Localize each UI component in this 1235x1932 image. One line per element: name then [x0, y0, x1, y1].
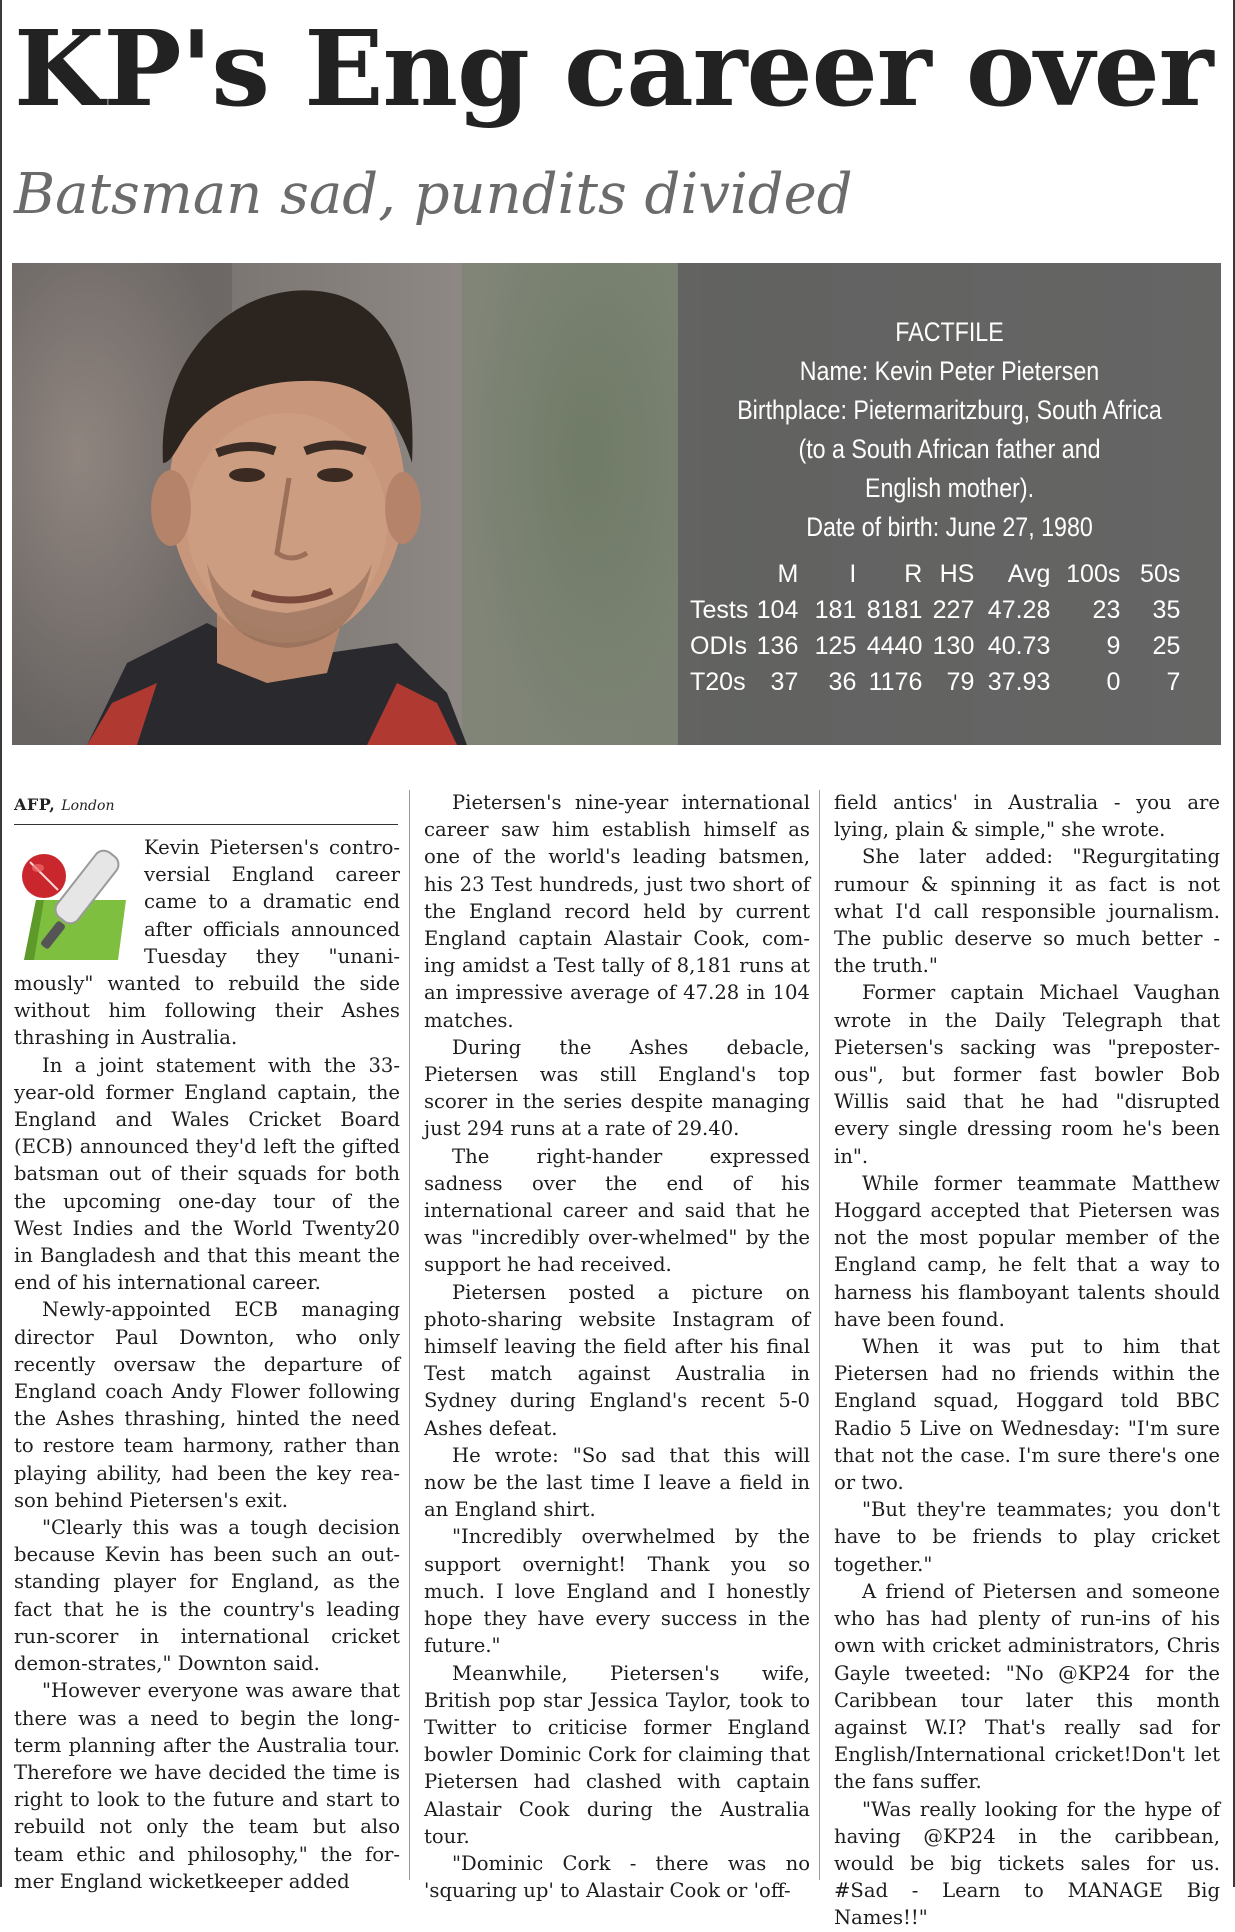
article-paragraph: Pietersen's nine-year international career saw him establish himself as one of the world's leading batsmen, his 23 Test hundreds, just two short of the England record held by current England captain Alastair Cook, com-ing amidst a Test tally of 8,181 runs at an impressive average of 47.28 in 104 matches. — [424, 791, 810, 1032]
article-column-2 — [424, 789, 810, 1904]
stats-cell: 35 — [1152, 595, 1181, 624]
article-paragraph: "Dominic Cork - there was no 'squaring up' to Alastair Cook or 'off- — [424, 1851, 810, 1903]
article-paragraph: "However everyone was aware that there was a need to begin the long-term planning after the Australia tour. Therefore we have decided the time is right to look to the future and start to rebuild not only the team but also team ethic and philosophy," the for-mer England wicketkeeper added — [14, 1679, 400, 1893]
stats-cell: 36 — [828, 667, 857, 696]
stats-cell: 181 — [814, 595, 857, 624]
article-paragraph: "Clearly this was a tough decision because Kevin has been such an out-standing player for England, as the fact that he is the country's leading run-scorer in international cricket demon-strates," Downton said. — [14, 1516, 400, 1676]
byline — [14, 795, 114, 814]
stats-header-cell: Avg — [1007, 559, 1051, 588]
article-paragraph: field antics' in Australia - you are lying, plain & simple," she wrote. — [834, 791, 1220, 842]
stats-cell: 0 — [1106, 667, 1121, 696]
stats-row-odis — [690, 628, 1180, 664]
article-paragraph: Former captain Michael Vaughan wrote in the Daily Telegraph that Pietersen's sacking was "preposter-ous", but former fast bowler Bob Willis said that he had "disrupted every single dressing room he's been in". — [834, 981, 1220, 1168]
stats-header-cell: M — [777, 559, 799, 588]
stats-cell: 79 — [946, 667, 975, 696]
article-paragraph: "Was really looking for the hype of having @KP24 in the caribbean, would be big tickets sales for us. #Sad - Learn to MANAGE Big Names!!" — [834, 1797, 1220, 1930]
factfile-name: Name: Kevin Peter Pietersen — [799, 356, 1100, 386]
article-paragraph: During the Ashes debacle, Pietersen was still England's top scorer in the series despite managing just 294 runs at a rate of 29.40. — [424, 1035, 810, 1141]
stats-cell: T20s — [690, 667, 746, 696]
cricket-ball-bat-icon — [14, 838, 132, 966]
stats-header-cell: R — [904, 559, 923, 588]
stats-cell: 25 — [1152, 631, 1181, 660]
column-divider — [819, 790, 820, 1880]
stats-row-t20s — [690, 664, 1180, 700]
article-paragraph: "But they're teammates; you don't have to be friends to play cricket together." — [834, 1498, 1220, 1576]
page-border-left — [0, 0, 2, 1887]
stats-cell: 47.28 — [987, 595, 1051, 624]
stats-cell: 4440 — [866, 631, 923, 660]
article-paragraph: Pietersen posted a picture on photo-sharing website Instagram of himself leaving the field after his final Test match against Australia in Sydney during England's recent 5-0 Ashes defeat. — [424, 1280, 810, 1440]
article-paragraph: Newly-appointed ECB managing director Paul Downton, who only recently oversaw the departure of England coach Andy Flower following the Ashes thrashing, hinted the need to restore team harmony, rather than playing ability, had been the key rea-son behind Pietersen's exit. — [14, 1298, 400, 1512]
headline: KP's Eng career over — [14, 7, 1213, 130]
article-column-1 — [14, 834, 400, 1895]
article-paragraph: A friend of Pietersen and someone who has had plenty of run-ins of his own with cricket administrators, Chris Gayle tweeted: "No @KP24 for the Caribbean tour later this month against W.I? That's really sad for English/International cricket!Don't let the fans suffer. — [834, 1579, 1220, 1794]
stats-cell: 37.93 — [987, 667, 1051, 696]
stats-cell: 37 — [770, 667, 799, 696]
player-portrait — [67, 263, 487, 745]
stats-header-cell — [690, 556, 748, 592]
photo-background-blur — [462, 263, 702, 745]
article-paragraph: The right-hander expressed sadness over the end of his international career and said that he was "incredibly over-whelmed" by the support he had received. — [424, 1144, 810, 1277]
stats-cell: 136 — [756, 631, 799, 660]
subheadline: Batsman sad, pundits divided — [14, 162, 853, 227]
factfile-parentage: (to a South African father and — [798, 434, 1101, 464]
byline-rule — [14, 824, 398, 825]
factfile-parentage-cont: English mother). — [864, 473, 1035, 503]
career-stats-table — [690, 556, 1180, 700]
byline-city: London — [61, 798, 115, 814]
article-paragraph: "Incredibly overwhelmed by the support overnight! Thank you so much. I love England and I honestly hope they have every success in the future." — [424, 1525, 810, 1658]
stats-cell: 1176 — [868, 667, 923, 696]
article-paragraph: Meanwhile, Pietersen's wife, British pop star Jessica Taylor, took to Twitter to criticise former England bowler Dominic Cork for claiming that Pietersen had clashed with captain Alastair Cook during the Australia tour. — [424, 1661, 810, 1848]
stats-header-cell: 50s — [1140, 559, 1181, 588]
article-paragraph: Kevin Pietersen's contro-versial England career came to a dramatic end after officials announced Tuesday they "unani-mously" wanted to rebuild the side without him following their Ashes thrashing in Australia. — [14, 836, 400, 1050]
stats-header-cell: 100s — [1066, 559, 1121, 588]
article-paragraph: When it was put to him that Pietersen had no friends within the England squad, Hoggard told BBC Radio 5 Live on Wednesday: "I'm sure that not the case. I'm sure there's one or two. — [834, 1335, 1220, 1495]
factfile-title: FACTFILE — [895, 317, 1004, 347]
stats-header-row — [690, 556, 1180, 592]
factfile-dob: Date of birth: June 27, 1980 — [806, 512, 1093, 542]
article-paragraph: He wrote: "So sad that this will now be the last time I leave a field in an England shirt. — [424, 1443, 810, 1522]
stats-header-cell: I — [849, 559, 857, 588]
article-column-3 — [834, 789, 1220, 1932]
stats-cell: 7 — [1166, 667, 1181, 696]
stats-header-cell: HS — [939, 559, 975, 588]
article-paragraph: In a joint statement with the 33-year-old former England captain, the England and Wales Cricket Board (ECB) announced they'd left the gifted batsman out of their squads for both the upcoming one-day tour of the West Indies and the World Twenty20 in Bangladesh and that this meant the end of his international career. — [14, 1053, 400, 1295]
stats-cell: 9 — [1106, 631, 1121, 660]
stats-cell: 125 — [814, 631, 857, 660]
stats-cell: 23 — [1092, 595, 1121, 624]
stats-cell: ODIs — [690, 631, 747, 660]
stats-cell: 8181 — [866, 595, 923, 624]
stats-row-tests — [690, 592, 1180, 628]
stats-cell: Tests — [690, 595, 749, 624]
factfile-birthplace: Birthplace: Pietermaritzburg, South Africa — [737, 395, 1162, 425]
column-divider — [409, 790, 410, 1880]
stats-cell: 227 — [932, 595, 975, 624]
article-paragraph: While former teammate Matthew Hoggard accepted that Pietersen was not the most popular member of the England camp, he felt that a way to harness his flamboyant talents should have been found. — [834, 1171, 1220, 1331]
article-paragraph: She later added: "Regurgitating rumour & spinning it as fact is not what I'd call responsible journalism. The public deserve so much better - the truth." — [834, 845, 1220, 978]
stats-cell: 130 — [932, 631, 975, 660]
stats-cell: 40.73 — [987, 631, 1051, 660]
stats-cell: 104 — [756, 595, 799, 624]
byline-agency: AFP, — [14, 795, 56, 814]
